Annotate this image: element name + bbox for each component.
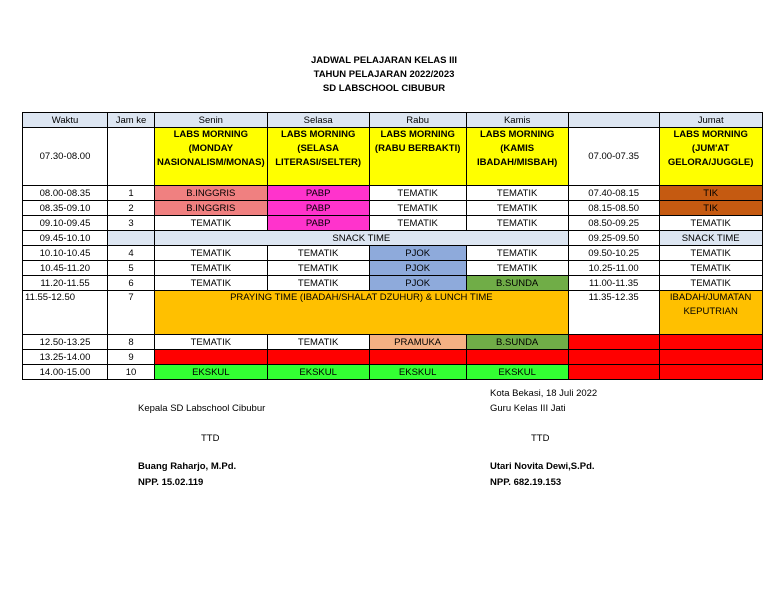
cell-selasa: TEMATIK (267, 335, 369, 350)
cell-senin: B.INGGRIS (155, 201, 268, 216)
cell-selasa: PABP (267, 201, 369, 216)
cell-jumat: TEMATIK (659, 216, 762, 231)
teacher-npp: NPP. 682.19.153 (490, 477, 562, 488)
cell-rabu: TEMATIK (369, 186, 466, 201)
cell-jumat-waktu: 07.40-08.15 (568, 186, 659, 201)
cell-waktu: 10.10-10.45 (23, 246, 108, 261)
cell-kamis: LABS MORNING (KAMIS IBADAH/MISBAH) (466, 128, 568, 186)
table-row (23, 186, 763, 201)
cell-selasa: TEMATIK (267, 246, 369, 261)
cell-waktu: 11.20-11.55 (23, 276, 108, 291)
cell-waktu: 08.00-08.35 (23, 186, 108, 201)
praying-cell: PRAYING TIME (IBADAH/SHALAT DZUHUR) & LUNCH TIME (155, 291, 569, 335)
cell-waktu: 07.30-08.00 (23, 128, 108, 186)
snack-cell: SNACK TIME (155, 231, 569, 246)
cell-selasa: TEMATIK (267, 276, 369, 291)
cell-jumat-waktu (568, 350, 659, 365)
cell-jumat (659, 350, 762, 365)
col-header: Kamis (466, 113, 568, 128)
principal-role: Kepala SD Labschool Cibubur (138, 403, 266, 414)
cell-jam (108, 231, 155, 246)
cell-jumat-waktu (568, 365, 659, 380)
cell-jumat-waktu: 09.25-09.50 (568, 231, 659, 246)
cell-jam: 4 (108, 246, 155, 261)
cell-kamis: EKSKUL (466, 365, 568, 380)
doc-year: TAHUN PELAJARAN 2022/2023 (313, 69, 455, 80)
cell-waktu: 13.25-14.00 (23, 350, 108, 365)
cell-jumat: TEMATIK (659, 246, 762, 261)
cell-senin: TEMATIK (155, 246, 268, 261)
cell-senin: EKSKUL (155, 365, 268, 380)
table-row (23, 246, 763, 261)
cell-jumat-waktu: 08.15-08.50 (568, 201, 659, 216)
cell-jam: 1 (108, 186, 155, 201)
cell-senin: LABS MORNING (MONDAY NASIONALISM/MONAS) (155, 128, 268, 186)
cell-selasa: LABS MORNING (SELASA LITERASI/SELTER) (267, 128, 369, 186)
col-header: Rabu (369, 113, 466, 128)
cell-jam: 10 (108, 365, 155, 380)
cell-waktu: 12.50-13.25 (23, 335, 108, 350)
cell-jumat-waktu: 11.00-11.35 (568, 276, 659, 291)
principal-npp: NPP. 15.02.119 (138, 477, 204, 488)
cell-rabu: TEMATIK (369, 201, 466, 216)
cell-waktu: 09.10-09.45 (23, 216, 108, 231)
cell-selasa: PABP (267, 186, 369, 201)
doc-title: JADWAL PELAJARAN KELAS III (310, 55, 458, 66)
cell-jam: 9 (108, 350, 155, 365)
cell-kamis: B.SUNDA (466, 276, 568, 291)
cell-jumat (659, 335, 762, 350)
table-row (23, 276, 763, 291)
cell-kamis: TEMATIK (466, 186, 568, 201)
cell-jumat-waktu: 11.35-12.35 (568, 291, 659, 335)
doc-school: SD LABSCHOOL CIBUBUR (322, 83, 446, 94)
cell-jam: 7 (108, 291, 155, 335)
schedule-table (22, 112, 763, 380)
cell-jumat: IBADAH/JUMATAN KEPUTRIAN (659, 291, 762, 335)
cell-waktu: 14.00-15.00 (23, 365, 108, 380)
cell-senin: TEMATIK (155, 216, 268, 231)
cell-jam: 2 (108, 201, 155, 216)
cell-jumat: LABS MORNING (JUM'AT GELORA/JUGGLE) (659, 128, 762, 186)
cell-selasa (267, 350, 369, 365)
cell-waktu: 09.45-10.10 (23, 231, 108, 246)
cell-rabu: TEMATIK (369, 216, 466, 231)
cell-rabu (369, 350, 466, 365)
cell-jumat: TIK (659, 186, 762, 201)
col-header: Waktu (23, 113, 108, 128)
header-row (23, 113, 763, 128)
praying-row (23, 291, 763, 335)
cell-senin (155, 350, 268, 365)
cell-waktu: 11.55-12.50 (23, 291, 108, 335)
cell-kamis: TEMATIK (466, 261, 568, 276)
col-header: Senin (155, 113, 268, 128)
table-row (23, 216, 763, 231)
cell-jumat: TEMATIK (659, 276, 762, 291)
snack-row (23, 231, 763, 246)
cell-kamis: TEMATIK (466, 216, 568, 231)
teacher-name: Utari Novita Dewi,S.Pd. (490, 461, 595, 472)
cell-rabu: EKSKUL (369, 365, 466, 380)
cell-jumat-waktu: 09.50-10.25 (568, 246, 659, 261)
cell-rabu: LABS MORNING (RABU BERBAKTI) (369, 128, 466, 186)
teacher-role: Guru Kelas III Jati (490, 403, 566, 414)
cell-jumat: TEMATIK (659, 261, 762, 276)
cell-jam (108, 128, 155, 186)
col-header (568, 113, 659, 128)
cell-rabu: PJOK (369, 276, 466, 291)
cell-jumat-waktu: 10.25-11.00 (568, 261, 659, 276)
principal-ttd: TTD (201, 433, 220, 444)
cell-waktu: 10.45-11.20 (23, 261, 108, 276)
cell-kamis: TEMATIK (466, 201, 568, 216)
cell-senin: B.INGGRIS (155, 186, 268, 201)
cell-rabu: PRAMUKA (369, 335, 466, 350)
cell-jam: 3 (108, 216, 155, 231)
cell-senin: TEMATIK (155, 335, 268, 350)
col-header: Jam ke (108, 113, 155, 128)
cell-jumat-waktu: 08.50-09.25 (568, 216, 659, 231)
place-date: Kota Bekasi, 18 Juli 2022 (490, 388, 598, 399)
cell-senin: TEMATIK (155, 276, 268, 291)
cell-kamis: TEMATIK (466, 246, 568, 261)
cell-kamis: B.SUNDA (466, 335, 568, 350)
cell-jumat: TIK (659, 201, 762, 216)
cell-jumat-waktu (568, 335, 659, 350)
table-row (23, 365, 763, 380)
table-row (23, 350, 763, 365)
teacher-ttd: TTD (531, 433, 550, 444)
cell-selasa: TEMATIK (267, 261, 369, 276)
col-header: Jumat (659, 113, 762, 128)
morning-row (23, 128, 763, 186)
cell-jam: 6 (108, 276, 155, 291)
cell-selasa: EKSKUL (267, 365, 369, 380)
table-row (23, 261, 763, 276)
cell-jumat (659, 365, 762, 380)
table-row (23, 335, 763, 350)
cell-jam: 8 (108, 335, 155, 350)
cell-kamis (466, 350, 568, 365)
table-row (23, 201, 763, 216)
cell-jam: 5 (108, 261, 155, 276)
cell-waktu: 08.35-09.10 (23, 201, 108, 216)
col-header: Selasa (267, 113, 369, 128)
cell-rabu: PJOK (369, 246, 466, 261)
cell-selasa: PABP (267, 216, 369, 231)
cell-senin: TEMATIK (155, 261, 268, 276)
cell-jumat-waktu: 07.00-07.35 (568, 128, 659, 186)
cell-jumat: SNACK TIME (659, 231, 762, 246)
principal-name: Buang Raharjo, M.Pd. (138, 461, 237, 472)
cell-rabu: PJOK (369, 261, 466, 276)
